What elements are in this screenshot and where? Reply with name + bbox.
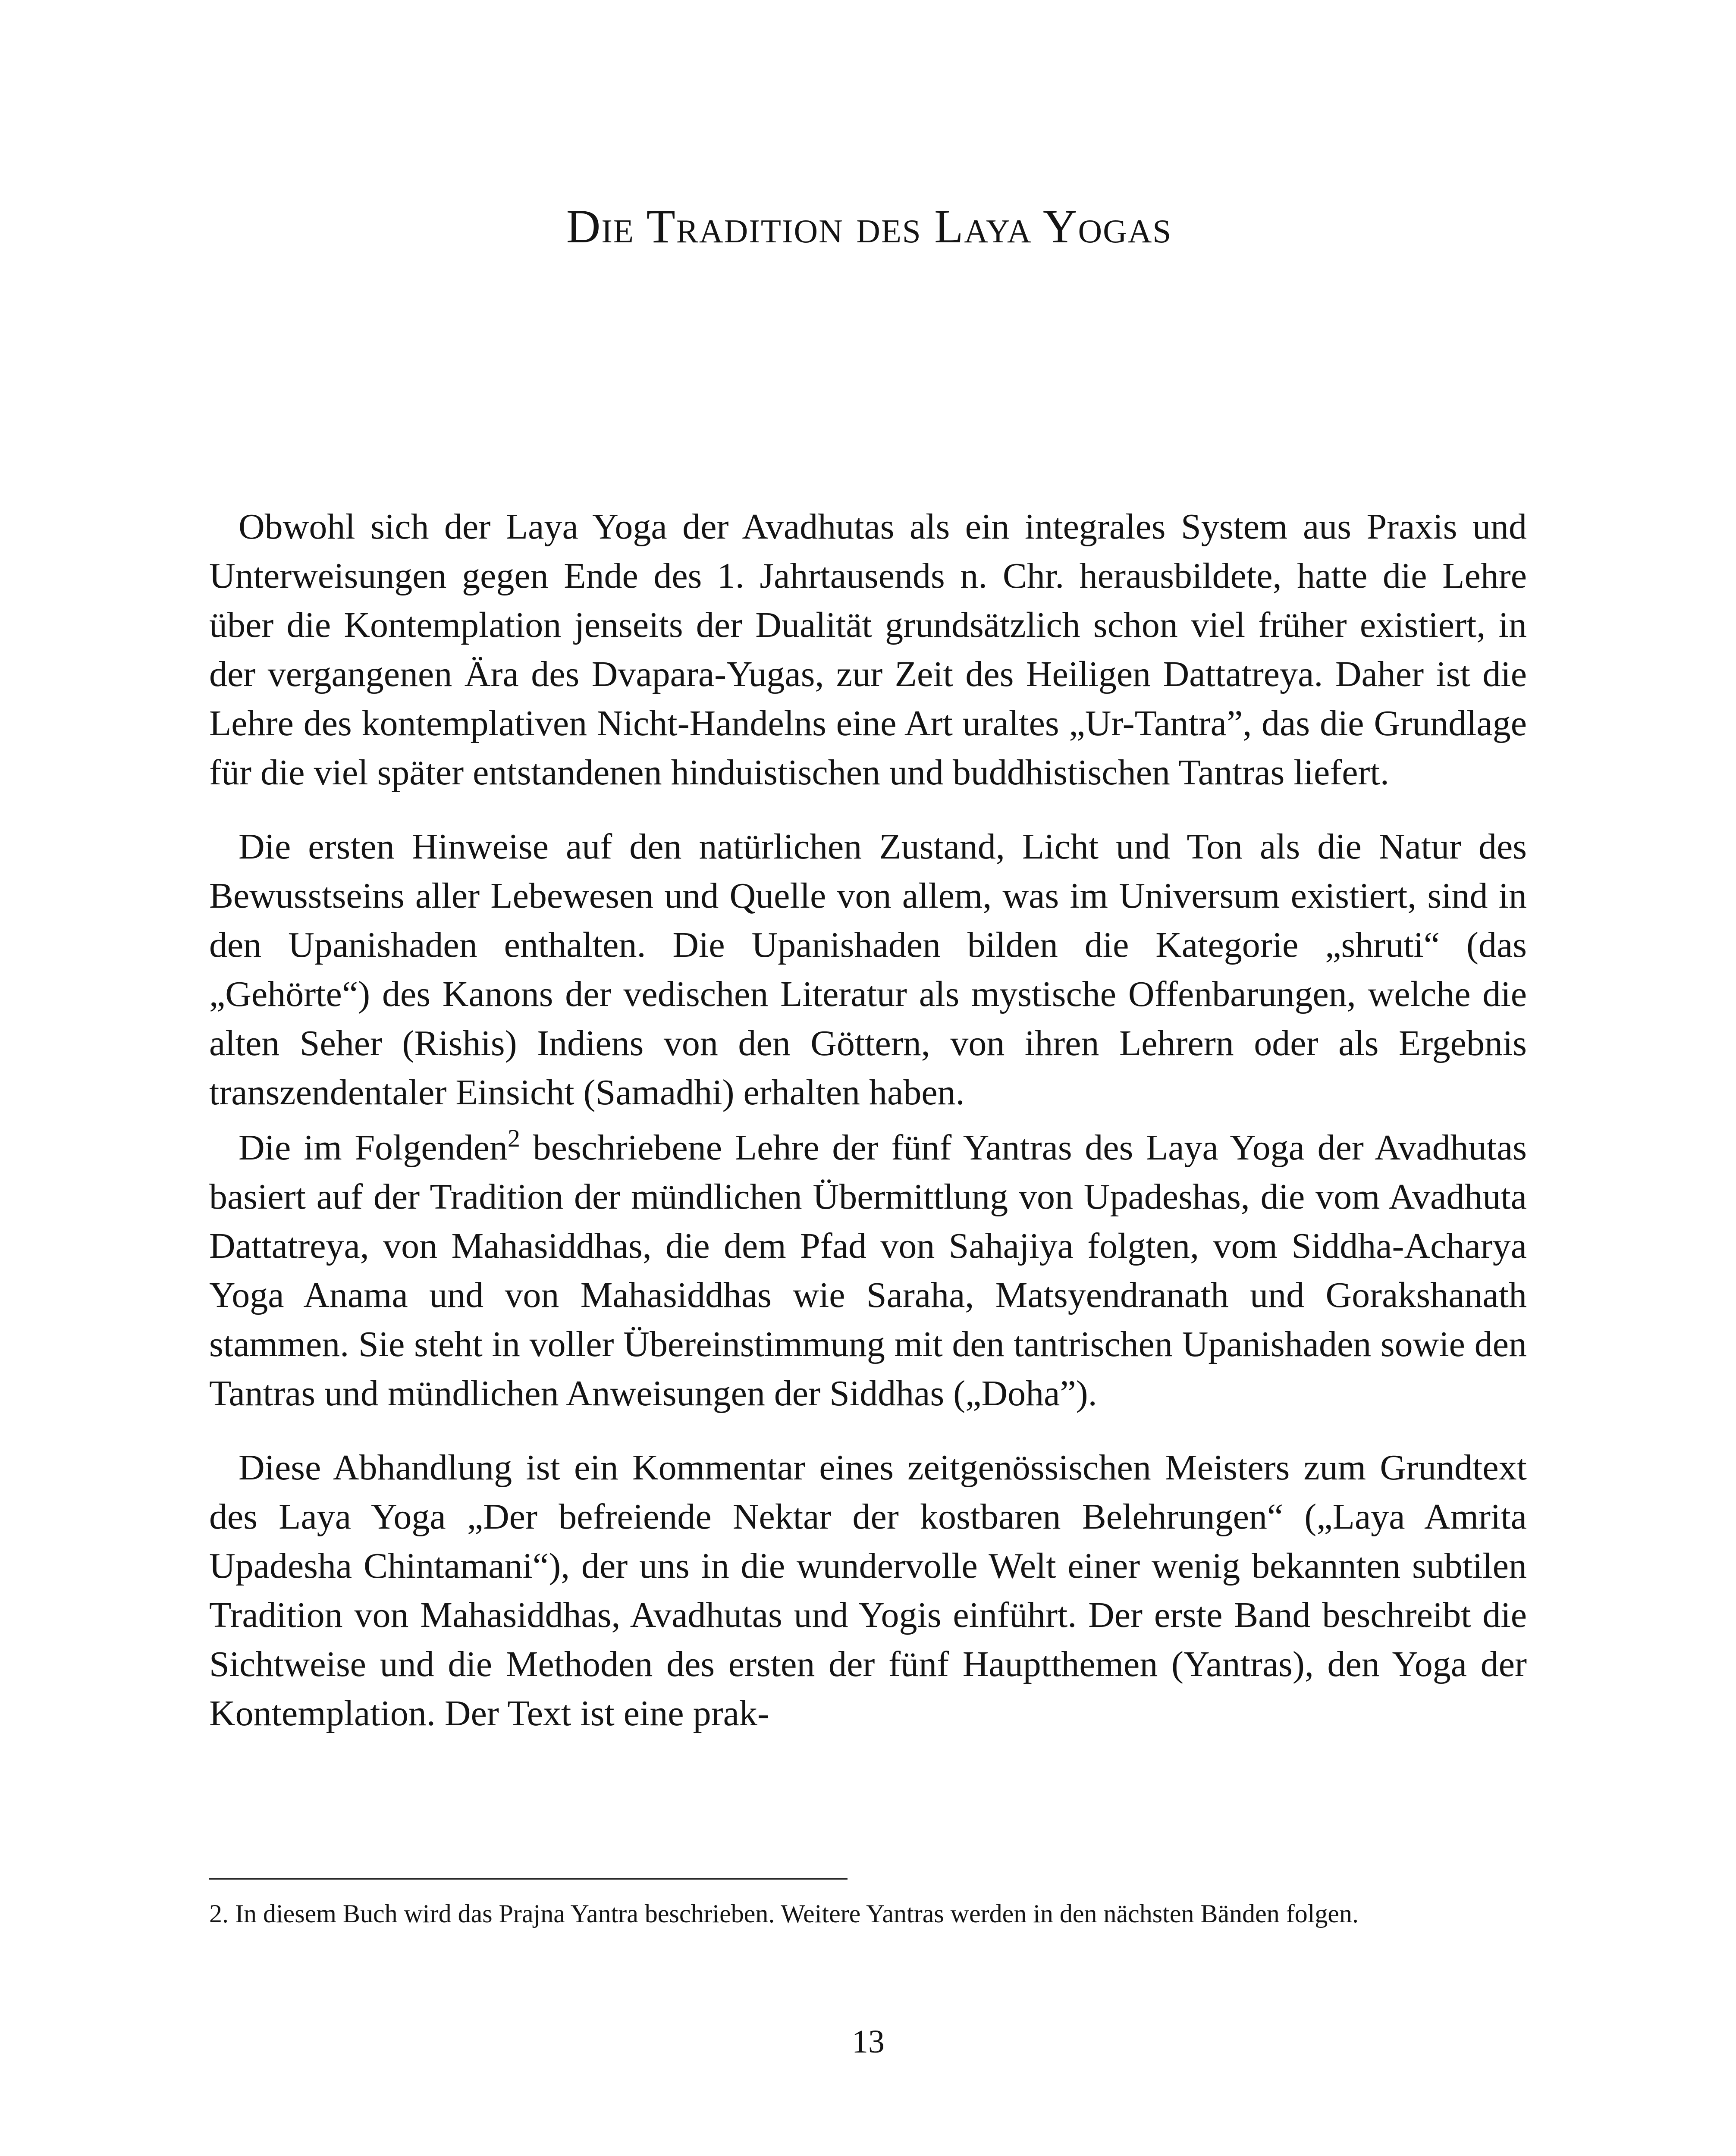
page-number: 13 bbox=[852, 2024, 885, 2060]
footnote-separator bbox=[209, 1878, 848, 1880]
paragraph-3-start: Die im Folgenden bbox=[239, 1128, 508, 1168]
paragraph-3 bbox=[209, 1123, 1527, 1418]
paragraph-4: Diese Abhandlung ist ein Kommentar eines zeitgenössischen Meisters zum Grundtext des Laya Yoga „Der befreiende Nektar der kostbaren Belehrungen“ („Laya Amrita Upadesha Chintamani“), der uns in die wundervolle Welt einer wenig bekannten subtilen Tradition von Mahasiddhas, Avadhutas und Yogis einführt. Der erste Band beschreibt die Sichtweise und die Methoden des ersten der fünf Hauptthemen (Yantras), den Yoga der Kontemplation. Der Text ist eine prak- bbox=[209, 1448, 1527, 1733]
footnote-reference[interactable]: 2 bbox=[507, 1124, 520, 1152]
body-text bbox=[209, 502, 1527, 1738]
paragraph-1: Obwohl sich der Laya Yoga der Avadhutas als ein integrales System aus Praxis und Unterweisungen gegen Ende des 1. Jahrtausends n. Chr. herausbildete, hatte die Lehre über die Kontemplation jenseits der Dualität grundsätzlich schon viel früher existiert, in der vergangenen Ära des Dvapara-Yugas, zur Zeit des Heiligen Dattatreya. Daher ist die Lehre des kontemplativen Nicht-Handelns eine Art uraltes „Ur-Tantra”, das die Grundlage für die viel später entstandenen hinduistischen und buddhistischen Tantras liefert. bbox=[209, 507, 1527, 793]
footnote: 2. In diesem Buch wird das Prajna Yantra beschrieben. Weitere Yantras werden in den nächsten Bänden folgen. bbox=[209, 1899, 1359, 1928]
paragraph-3-rest: beschriebene Lehre der fünf Yantras des Laya Yoga der Avadhutas basiert auf der Tradition der mündlichen Übermittlung von Upadeshas, die vom Avadhuta Dattatreya, von Mahasiddhas, die dem Pfad von Sahajiya folgten, vom Siddha-Acharya Yoga Anama und von Mahasiddhas wie Saraha, Matsyendranath und Gorakshanath stammen. Sie steht in voller Übereinstimmung mit den tantrischen Upanishaden sowie den Tantras und mündlichen Anweisungen der Siddhas („Doha”). bbox=[209, 1128, 1527, 1413]
chapter-title: Die Tradition des Laya Yogas bbox=[566, 200, 1172, 253]
paragraph-2: Die ersten Hinweise auf den natürlichen Zustand, Licht und Ton als die Natur des Bewusstseins aller Lebewesen und Quelle von allem, was im Universum existiert, sind in den Upanishaden enthalten. Die Upanishaden bilden die Kategorie „shruti“ (das „Gehörte“) des Kanons der vedischen Literatur als mystische Offenbarungen, welche die alten Seher (Rishis) Indiens von den Göttern, von ihren Lehrern oder als Ergebnis transzendentaler Einsicht (Samadhi) erhalten haben. bbox=[209, 827, 1527, 1112]
